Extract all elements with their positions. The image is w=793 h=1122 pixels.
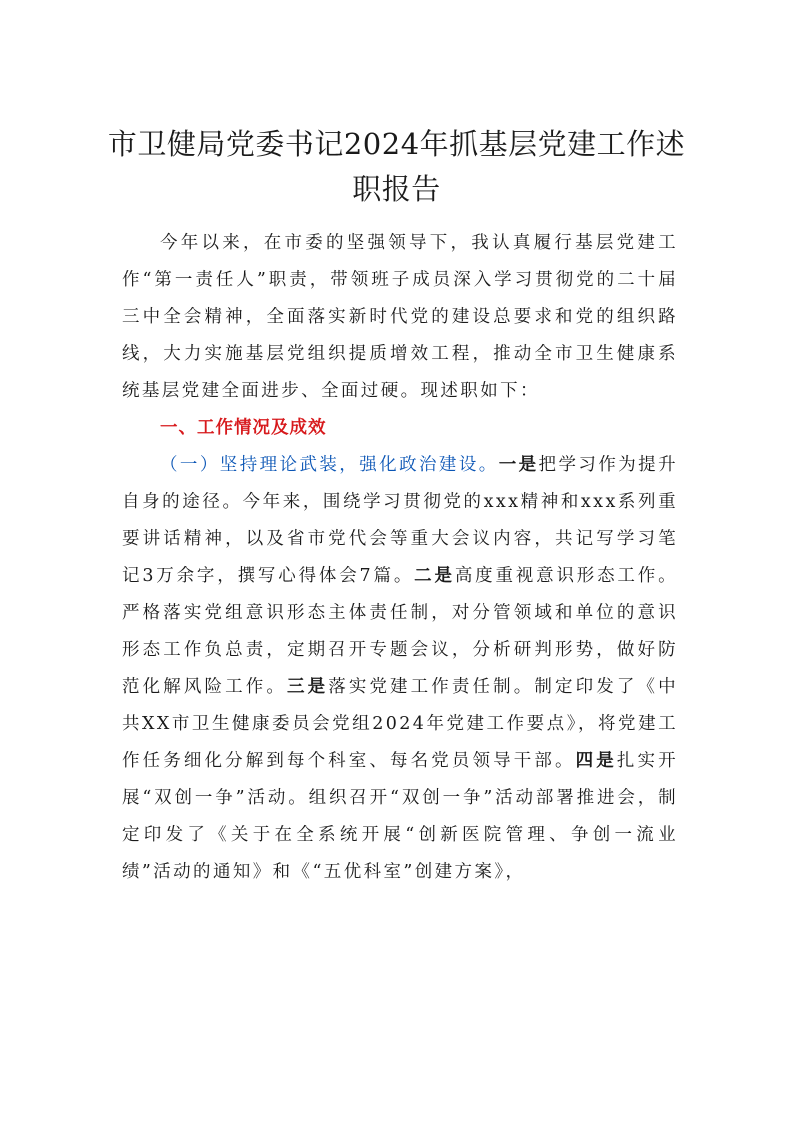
point-label-1: 一是	[498, 455, 539, 475]
point-label-2: 二是	[414, 566, 455, 586]
point-text-3: 落实党建工作责任制。制定印发了《中共XX市卫生健康委员会党组2024年党建工作要点》，将党建工作任务细化分解到每个科室、每名党员领导干部。	[122, 677, 678, 771]
document-body	[122, 225, 678, 891]
intro-paragraph: 今年以来，在市委的坚强领导下，我认真履行基层党建工作“第一责任人”职责，带领班子成员深入学习贯彻党的二十届三中全会精神，全面落实新时代党的建设总要求和党的组织路线，大力实施基层党组织提质增效工程，推动全市卫生健康系统基层党建全面进步、全面过硬。现述职如下：	[122, 233, 678, 401]
subsection-heading: （一）坚持理论武装，强化政治建设。	[160, 455, 499, 475]
section-paragraph	[122, 447, 678, 891]
point-text-2: 高度重视意识形态工作。严格落实党组意识形态主体责任制，对分管领域和单位的意识形态工作负总责，定期召开专题会议，分析研判形势，做好防范化解风险工作。	[122, 566, 678, 697]
point-text-1: 把学习作为提升自身的途径。今年来，围绕学习贯彻党的xxx精神和xxx系列重要讲话精神，以及省市党代会等重大会议内容，共记写学习笔记3万余字，撰写心得体会7篇。	[122, 455, 678, 586]
point-label-4: 四是	[575, 751, 617, 771]
document-title: 市卫健局党委书记2024年抓基层党建工作述职报告	[107, 127, 686, 206]
point-text-4: 扎实开展“双创一争”活动。组织召开“双创一争”活动部署推进会，制定印发了《关于在全系统开展“创新医院管理、争创一流业绩”活动的通知》和《“五优科室”创建方案》，	[122, 751, 678, 882]
point-label-3: 三是	[286, 677, 329, 697]
section-heading: 一、工作情况及成效	[160, 418, 327, 438]
